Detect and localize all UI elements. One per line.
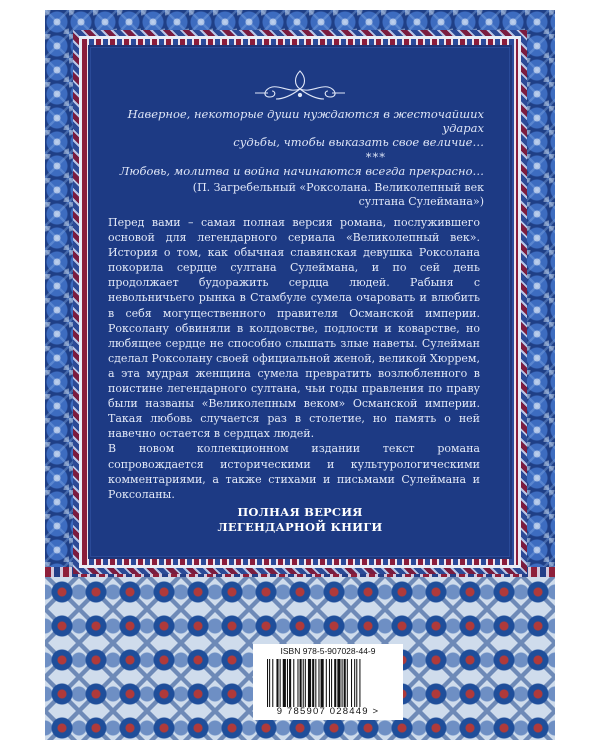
- barcode-bar: [280, 659, 281, 707]
- barcode-bar: [337, 659, 340, 707]
- description-paragraph: В новом коллекционном издании текст романа сопровождается историческими и культурологическими комментариями, а также стихами и письмами Сулеймана и Роксоланы.: [108, 442, 480, 501]
- barcode-bar: [354, 659, 355, 707]
- barcode-bar: [289, 659, 291, 707]
- barcode-bar: [297, 659, 298, 707]
- barcode-bar: [344, 659, 346, 707]
- barcode-bar: [300, 659, 302, 707]
- barcode-bar: [267, 659, 268, 707]
- barcode-bar: [272, 659, 273, 707]
- epigraph-quote: [112, 107, 484, 178]
- ornament-icon: [250, 65, 350, 105]
- barcode: [253, 644, 403, 720]
- quote-separator: ***: [365, 149, 386, 164]
- attribution-line: (П. Загребельный «Роксолана. Великолепный век: [192, 181, 484, 194]
- quote-line: Наверное, некоторые души нуждаются в жесточайших ударах: [127, 107, 484, 136]
- barcode-bars-icon: [267, 659, 391, 707]
- barcode-digits: 9 785907 028449 >: [276, 706, 380, 717]
- barcode-bar: [321, 659, 324, 707]
- barcode-bar: [308, 659, 311, 707]
- quote-line: Любовь, молитва и война начинаются всегда прекрасно…: [119, 163, 484, 178]
- barcode-bar: [326, 659, 327, 707]
- text-panel: [90, 47, 510, 557]
- barcode-bar: [293, 659, 294, 707]
- description-paragraph: Перед вами – самая полная версия романа, послужившего основой для легендарного сериала «Великолепный век». История о том, как обычная славянская девушка Роксолана покорила сердце султана Сулеймана, и по сей день продолжает будоражить сердца людей. Рабыня с невольничьего рынка в Стамбуле сумела очаровать и влюбить в себя могущественного правителя Османской империи. Роксолану обвиняли в колдовстве, подлости и коварстве, но любящее сердце не способно слышать злые наветы. Сулейман сделал Роксолану своей официальной женой, великой Хюррем, а эта мудрая женщина сумела превратить возлюбленного в поистине легендарного султана, чьи годы правления по праву были названы «Великолепным веком» Османской империи. Такая любовь случается раз в столетие, но память о ней навечно остается в сердцах людей.: [108, 216, 480, 441]
- headline: [90, 505, 510, 535]
- barcode-bar: [318, 659, 319, 707]
- barcode-bar: [347, 659, 348, 707]
- barcode-bar: [269, 659, 270, 707]
- barcode-bar: [287, 659, 288, 707]
- epigraph-attribution: [112, 181, 484, 209]
- barcode-bar: [305, 659, 306, 707]
- barcode-bar: [342, 659, 343, 707]
- barcode-bar: [356, 659, 357, 707]
- barcode-bar: [315, 659, 316, 707]
- barcode-bar: [351, 659, 352, 707]
- attribution-line: султана Сулеймана»): [358, 195, 484, 209]
- barcode-bar: [359, 659, 360, 707]
- barcode-bar: [329, 659, 330, 707]
- headline-line: ЛЕГЕНДАРНОЙ КНИГИ: [217, 520, 383, 534]
- isbn-text: ISBN 978-5-907028-44-9: [280, 646, 376, 656]
- headline-line: ПОЛНАЯ ВЕРСИЯ: [237, 505, 363, 519]
- barcode-bar: [334, 659, 336, 707]
- book-description: [108, 215, 480, 502]
- barcode-bar: [276, 659, 278, 707]
- barcode-bar: [303, 659, 304, 707]
- barcode-bar: [283, 659, 286, 707]
- barcode-bar: [312, 659, 314, 707]
- quote-line: судьбы, чтобы выказать свое величие…: [233, 135, 484, 150]
- barcode-bar: [331, 659, 332, 707]
